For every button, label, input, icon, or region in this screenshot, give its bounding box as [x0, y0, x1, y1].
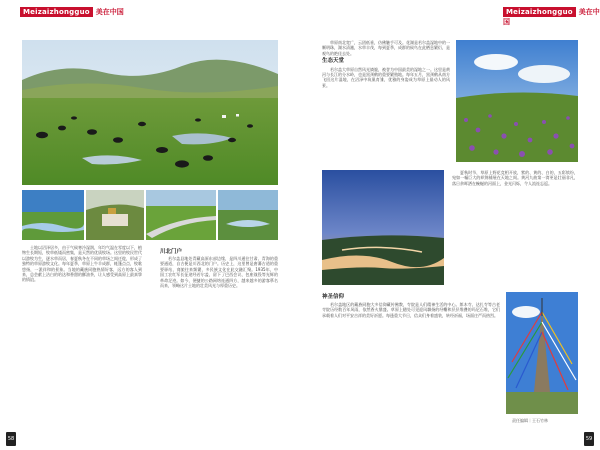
left-paragraph-1: 土地以沼泽居多，由于气候寒冷湿润，年均气温在零度以下，植物生长期短，牧草低矮而密集，是天然的优质牧场。这里的牧民世代以游牧为生，逐水草而居，春夏秋冬在不同的草场之间迁徙，形成了独特的草原游牧文化。每年夏季，草原上牛羊成群，帐篷点点，牧歌悠扬，一派祥和的景象。当地的藏族同胞热情好客，远方的客人到来，总会献上洁白的哈达和香甜的酥油茶，让人感受到高原上最真挚的情谊。: [22, 245, 142, 283]
right-top-column: [322, 40, 450, 165]
right-paragraph-top: 草原南北宽广，云团低垂，仿佛触手可及。花湖是若尔盖湿地中的一颗明珠，湖水清澈，水草丰茂，每到夏季，成群的候鸟在此栖息繁衍，是观鸟的绝佳去处。: [322, 40, 450, 56]
page-number-left: 58: [6, 432, 16, 446]
right-bottom-column: [322, 302, 500, 422]
left-paragraph-2: 若尔盖县地处青藏高原东部边缘，是四川通往甘肃、青海的重要通道，自古便是川西北的门户。历史上，这里曾是唐蕃古道的重要驿站，商旅往来频繁，多民族文化在此交融汇聚。1935年，中国工农红军长征途经若尔盖，留下了巴西会议、包座战役等光辉的革命足迹。如今，便捷的公路网络连通四方，越来越多的游客慕名而来，领略这片土地的壮美风光与厚重历史。: [160, 256, 278, 289]
magazine-name: Meizaizhongguo: [20, 7, 93, 17]
prayer-flags-photo: [506, 292, 578, 414]
sunset-river-photo: [322, 170, 444, 285]
section-heading-ecology: 生态天堂: [322, 58, 345, 65]
purple-flowers-photo: [456, 40, 578, 162]
left-body-column-2: [160, 256, 278, 436]
thumbnail-road-photo: [146, 190, 216, 240]
thumbnail-river-photo: [22, 190, 84, 240]
section-heading-faith: 神圣信仰: [322, 294, 345, 300]
thumbnail-town-photo: [86, 190, 144, 240]
column-name-right: 美在中国: [503, 8, 600, 26]
right-page: [300, 0, 600, 450]
magazine-name-right: Meizaizhongguo: [503, 7, 576, 17]
section-heading-gateway: 川北门户: [160, 249, 183, 255]
right-paragraph-ecology: 若尔盖大草原自然风光旖旎，被誉为中国最美的湿地之一。这里是黄河与长江的分水岭，也是黑颈鹤的重要繁殖地。每年五月，黑颈鹤从南方飞回这片湿地，在沼泽中筑巢育雏，优雅的身姿成为草原上最动人的风景。: [322, 66, 450, 88]
right-paragraph-bottom: 若尔盖地区的藏族同胞大多信仰藏传佛教，寺院是人们精神生活的中心。郎木寺、达扎寺等古老寺院历经数百年风雨，依然香火鼎盛。草原上随处可见迎风飘扬的经幡和层层堆叠的玛尼石堆，它们承载着人们对平安吉祥的美好祈愿。每逢重大节日，信众们身着盛装，转经祈福，场面庄严而热烈。: [322, 302, 500, 318]
magazine-brand-right: [503, 7, 600, 27]
left-body-column-1: [22, 245, 142, 435]
right-mid-column: [452, 170, 578, 285]
right-paragraph-mid: 夏秋时节，草原上野花竞相开放，紫的、黄的、白的，五彩缤纷，宛如一幅巨大的织锦铺展在天地之间。黄河九曲第一湾更是壮丽非凡，落日余晖洒在蜿蜒的河面上，金光闪烁，令人流连忘返。: [452, 170, 578, 186]
editor-caption: 责任编辑｜王石竹林: [512, 418, 548, 423]
page-number-right: 59: [584, 432, 594, 446]
column-name: 美在中国: [95, 8, 124, 16]
grassland-yaks-photo: [22, 40, 278, 185]
thumbnail-lake-photo: [218, 190, 278, 240]
magazine-brand-left: [20, 7, 124, 17]
